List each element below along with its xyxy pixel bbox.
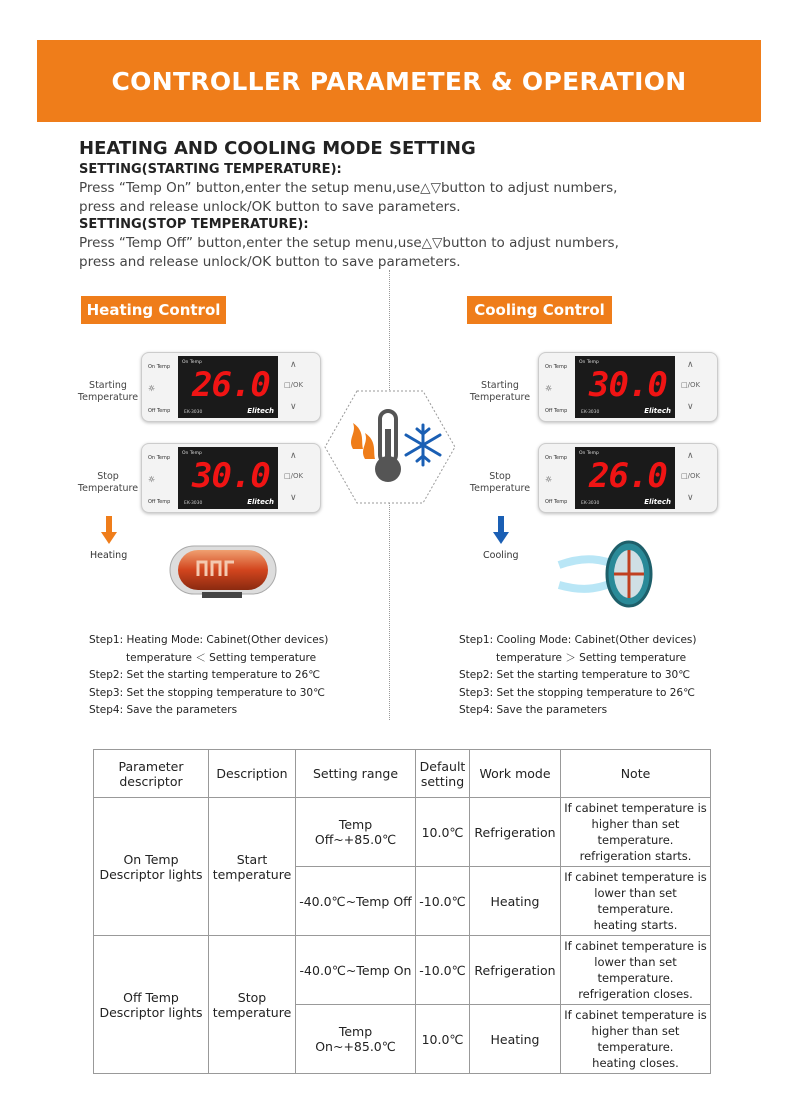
down-button[interactable]: ∨ bbox=[687, 402, 694, 412]
cooling-steps bbox=[459, 632, 697, 720]
ok-button[interactable]: □/OK bbox=[681, 381, 701, 389]
default-cell: 10.0℃ bbox=[416, 1005, 470, 1074]
cooling-starting-label: Starting Temperature bbox=[469, 380, 531, 403]
heating-step-2: Step2: Set the starting temperature to 26℃ bbox=[89, 669, 321, 681]
sun-icon: ☼ bbox=[148, 475, 156, 484]
up-button[interactable]: ∧ bbox=[290, 451, 297, 461]
cooling-stop-controller bbox=[538, 443, 718, 513]
cooling-step-2: Step2: Set the starting temperature to 30℃ bbox=[459, 669, 691, 681]
header-setting-range: Setting range bbox=[296, 750, 416, 798]
range-cell: Temp On~+85.0℃ bbox=[296, 1005, 416, 1074]
intro-section bbox=[79, 138, 719, 271]
heating-step-1: Step1: Heating Mode: Cabinet(Other devices) bbox=[89, 634, 329, 646]
heating-starting-label: Starting Temperature bbox=[77, 380, 139, 403]
ok-button[interactable]: □/OK bbox=[681, 472, 701, 480]
header-note: Note bbox=[561, 750, 711, 798]
display-screen: On Temp 30.0 EK-3030 Elitech bbox=[575, 356, 675, 418]
section-heading: HEATING AND COOLING MODE SETTING bbox=[79, 138, 476, 159]
display-value: 26.0 bbox=[589, 456, 667, 496]
heating-step-4: Step4: Save the parameters bbox=[89, 704, 238, 716]
start-setting-title: SETTING(STARTING TEMPERATURE): bbox=[79, 162, 342, 177]
parameter-table bbox=[93, 749, 711, 1074]
off-temp-button[interactable]: Off Temp bbox=[545, 499, 568, 505]
cooling-mode-label: Cooling bbox=[483, 550, 519, 561]
sun-icon: ☼ bbox=[545, 475, 553, 484]
heating-control-tag: Heating Control bbox=[81, 296, 226, 324]
range-cell: -40.0℃~Temp Off bbox=[296, 867, 416, 936]
stop-setting-line1: Press “Temp Off” button,enter the setup menu,use△▽button to adjust numbers, bbox=[79, 235, 619, 251]
cooling-fan-image bbox=[557, 535, 657, 613]
heating-stop-label: Stop Temperature bbox=[77, 471, 139, 494]
table-row bbox=[94, 936, 711, 1005]
brand-logo: Elitech bbox=[247, 407, 274, 415]
table-header-row bbox=[94, 750, 711, 798]
ok-button[interactable]: □/OK bbox=[284, 381, 304, 389]
table-row bbox=[94, 798, 711, 867]
stop-temperature-desc: Stop temperature bbox=[209, 936, 296, 1074]
header-work-mode: Work mode bbox=[470, 750, 561, 798]
display-value: 30.0 bbox=[192, 456, 270, 496]
heating-down-arrow-icon bbox=[101, 516, 117, 546]
cooling-step-1: Step1: Cooling Mode: Cabinet(Other devices) bbox=[459, 634, 697, 646]
on-temp-descriptor: On Temp Descriptor lights bbox=[94, 798, 209, 936]
header-default: Default setting bbox=[416, 750, 470, 798]
cooling-step-4: Step4: Save the parameters bbox=[459, 704, 608, 716]
water-heater-image bbox=[168, 540, 278, 600]
cooling-step-3: Step3: Set the stopping temperature to 26℃ bbox=[459, 686, 695, 699]
heating-step-3: Step3: Set the stopping temperature to 30℃ bbox=[89, 686, 325, 699]
cooling-down-arrow-icon bbox=[493, 516, 509, 546]
start-temperature-desc: Start temperature bbox=[209, 798, 296, 936]
start-setting-line2: press and release unlock/OK button to save parameters. bbox=[79, 198, 461, 215]
stop-setting-line2: press and release unlock/OK button to save parameters. bbox=[79, 253, 461, 270]
brand-logo: Elitech bbox=[247, 498, 274, 506]
stop-setting-title: SETTING(STOP TEMPERATURE): bbox=[79, 217, 309, 232]
down-button[interactable]: ∨ bbox=[290, 402, 297, 412]
cooling-step-1-cont: temperature ＞ Setting temperature bbox=[496, 651, 687, 664]
cooling-stop-label: Stop Temperature bbox=[469, 471, 531, 494]
off-temp-button[interactable]: Off Temp bbox=[148, 499, 171, 505]
cooling-start-controller bbox=[538, 352, 718, 422]
note-cell: If cabinet temperature is higher than set temperature. heating closes. bbox=[561, 1005, 711, 1074]
header-parameter: Parameter descriptor bbox=[94, 750, 209, 798]
header-description: Description bbox=[209, 750, 296, 798]
heating-start-controller bbox=[141, 352, 321, 422]
brand-logo: Elitech bbox=[644, 407, 671, 415]
cooling-control-tag: Cooling Control bbox=[467, 296, 612, 324]
heating-steps bbox=[89, 632, 328, 720]
note-cell: If cabinet temperature is lower than set temperature. refrigeration closes. bbox=[561, 936, 711, 1005]
up-button[interactable]: ∧ bbox=[687, 451, 694, 461]
default-cell: -10.0℃ bbox=[416, 867, 470, 936]
mode-cell: Heating bbox=[470, 1005, 561, 1074]
down-button[interactable]: ∨ bbox=[687, 493, 694, 503]
display-value: 30.0 bbox=[589, 365, 667, 405]
default-cell: -10.0℃ bbox=[416, 936, 470, 1005]
up-button[interactable]: ∧ bbox=[687, 360, 694, 370]
heat-cool-hexagon-icon bbox=[323, 389, 457, 505]
note-cell: If cabinet temperature is lower than set temperature. heating starts. bbox=[561, 867, 711, 936]
off-temp-button[interactable]: Off Temp bbox=[148, 408, 171, 414]
default-cell: 10.0℃ bbox=[416, 798, 470, 867]
on-temp-button[interactable]: On Temp bbox=[545, 455, 568, 461]
display-screen: On Temp 26.0 EK-3030 Elitech bbox=[178, 356, 278, 418]
off-temp-descriptor: Off Temp Descriptor lights bbox=[94, 936, 209, 1074]
sun-icon: ☼ bbox=[148, 384, 156, 393]
mode-cell: Refrigeration bbox=[470, 936, 561, 1005]
page-title: CONTROLLER PARAMETER & OPERATION bbox=[111, 66, 687, 96]
display-value: 26.0 bbox=[192, 365, 270, 405]
display-screen: On Temp 26.0 EK-3030 Elitech bbox=[575, 447, 675, 509]
down-button[interactable]: ∨ bbox=[290, 493, 297, 503]
heating-stop-controller bbox=[141, 443, 321, 513]
start-setting-line1: Press “Temp On” button,enter the setup menu,use△▽button to adjust numbers, bbox=[79, 180, 618, 196]
on-temp-button[interactable]: On Temp bbox=[148, 364, 171, 370]
on-temp-button[interactable]: On Temp bbox=[148, 455, 171, 461]
heating-step-1-cont: temperature ＜ Setting temperature bbox=[126, 651, 317, 664]
range-cell: -40.0℃~Temp On bbox=[296, 936, 416, 1005]
on-temp-button[interactable]: On Temp bbox=[545, 364, 568, 370]
mode-cell: Heating bbox=[470, 867, 561, 936]
note-cell: If cabinet temperature is higher than set temperature. refrigeration starts. bbox=[561, 798, 711, 867]
title-banner bbox=[37, 40, 761, 122]
heating-mode-label: Heating bbox=[90, 550, 128, 561]
display-screen: On Temp 30.0 EK-3030 Elitech bbox=[178, 447, 278, 509]
up-button[interactable]: ∧ bbox=[290, 360, 297, 370]
mode-cell: Refrigeration bbox=[470, 798, 561, 867]
brand-logo: Elitech bbox=[644, 498, 671, 506]
range-cell: Temp Off~+85.0℃ bbox=[296, 798, 416, 867]
off-temp-button[interactable]: Off Temp bbox=[545, 408, 568, 414]
sun-icon: ☼ bbox=[545, 384, 553, 393]
ok-button[interactable]: □/OK bbox=[284, 472, 304, 480]
